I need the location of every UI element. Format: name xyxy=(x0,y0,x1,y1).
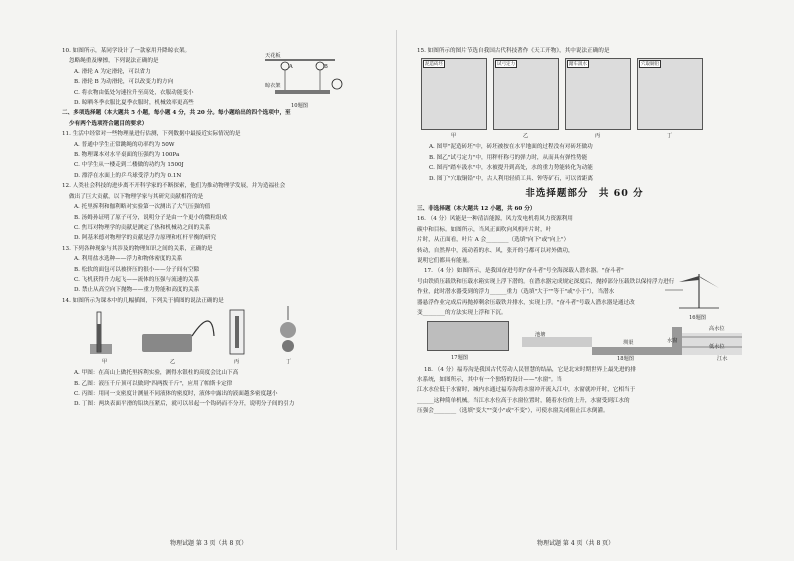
right2-line-4: 说明它们都具有能量。 xyxy=(417,258,473,265)
fig14-label-jia: 甲 xyxy=(102,359,108,366)
right2-line-1: 碳中和目标。如图所示，当风正面吹向风机叶片时，叶 xyxy=(417,226,552,233)
fig15-caption-ding: 丁 xyxy=(667,133,673,140)
left-line-2: A. 滑轮 A 为定滑轮，可以省力 xyxy=(74,68,151,75)
fig15-tag-bing: 踏车汲水 xyxy=(569,62,587,68)
section-heading: 非选择题部分 共 60 分 xyxy=(525,188,644,200)
left2-line-2: C. 丙图：用同一支密度计测量不同液体的密度时，液体中露出的液面越多密度越小 xyxy=(74,390,278,397)
left-footer: 物理试题 第 3 页（共 8 页） xyxy=(170,540,248,547)
figure-10-svg xyxy=(265,52,365,104)
fig10-a-label: A xyxy=(289,64,293,70)
fig15-caption-bing: 丙 xyxy=(595,133,601,140)
left-line-10: B. 物理课本对水平桌面的压强约为 100Pa xyxy=(74,152,180,159)
fig14-label-bing: 丙 xyxy=(234,359,240,366)
right-options-15 xyxy=(417,142,752,184)
section-3-title: 三、非选择题（本大题共 12 小题，共 60 分） xyxy=(417,206,536,213)
pulley-b xyxy=(316,62,324,70)
hydraulic-press xyxy=(142,334,192,352)
left-line-22: C. 飞机获得升力起飞——流体的压强与流速的关系 xyxy=(74,276,200,283)
fig14-label-yi: 乙 xyxy=(170,359,176,366)
pulley-a xyxy=(281,62,289,70)
hand-wheel xyxy=(332,79,342,89)
figure-14-area xyxy=(62,306,383,368)
drying-rack xyxy=(275,90,330,94)
turbine-blade-a xyxy=(679,276,699,282)
left-text-block-2 xyxy=(62,368,383,410)
fig17-caption: 17题图 xyxy=(451,354,468,361)
right-line-2: C. 图丙"踏车汲水"中，水被提升到高处，水的重力势能转化为动能 xyxy=(429,165,593,172)
densimeter xyxy=(235,316,239,348)
left-line-23: D. 禁止从高空向下抛物——重力势能和高度的关系 xyxy=(74,287,200,294)
fig18-label-channel: 圳渠 xyxy=(623,339,634,346)
left-line-3: B. 滑轮 B 为动滑轮，可以改变力的方向 xyxy=(74,79,174,86)
fig15-caption-jia: 甲 xyxy=(451,133,457,140)
right-line-3: D. 图丁"穴取铜铅"中，古人利用轻质工具、钟等矿石，可以省距离 xyxy=(429,175,594,182)
fig15-panel-yi xyxy=(493,58,559,130)
right2-line-5: 17. （4 分）如图所示，是我国奋进号的"奋斗者"号全海深载人潜水器。"奋斗者" xyxy=(424,268,624,275)
fig18-label-low: 低水位 xyxy=(709,343,725,350)
left2-line-1: B. 乙图：液压千斤顶可以做到"四两拨千斤"，应用了帕斯卡定律 xyxy=(74,380,233,387)
left2-line-0: A. 甲图：在高山上做托里拆利实验，测得水银柱的高度会比山下高 xyxy=(74,370,239,377)
right-line-0: A. 图甲"泥造砖坯"中，砖坯被按在水平地面的过程没有对砖坯做功 xyxy=(429,144,593,151)
right3-line-2: 江水水位低于水窗时，城内水通过福寿沟将水窗冲开流入江中，水窗就冲开时，它相当于 xyxy=(417,387,636,394)
left-line-1: 忽略绳重及摩擦，下列说法正确的是 xyxy=(69,58,159,65)
fig18-label-river: 江水 xyxy=(717,355,728,362)
fig15-tag-jia: 泥造砖坯 xyxy=(425,62,443,68)
left-line-14: 做出了巨大贡献，以下物理学家与其研究贡献相符的是 xyxy=(69,193,204,200)
left-line-20: A. 利用盐水选种——浮力和物体密度的关系 xyxy=(74,256,183,263)
fig15-caption-yi: 乙 xyxy=(523,133,529,140)
fig15-tag-yi: 试弓定力 xyxy=(497,62,515,68)
right3-line-3: ______这种简单机械。当江水水位高于水窗位置时，随着水位的上升，水窗受到江水的 xyxy=(417,397,630,404)
left-line-21: B. 松软的面包可以被挤压的很小——分子间有空隙 xyxy=(74,266,200,273)
left-line-5: D. 晾晒冬季衣服比夏季衣服时，机械效率更高些 xyxy=(74,100,194,107)
left-line-15: A. 托里拆利和伽利略对实验第一次测出了大气压强的值 xyxy=(74,204,211,211)
fig17-photo xyxy=(427,321,509,351)
figure-16-svg xyxy=(659,268,739,314)
left-line-17: C. 焦耳对物理学的贡献是测定了热和机械功之间的关系 xyxy=(74,224,211,231)
left-line-11: C. 中学生从一楼走到二楼做的功约为 1500J xyxy=(74,162,184,169)
lead-blocks xyxy=(280,322,296,338)
left-line-13: 12. 人类社会科技的进步离不开科学家的不断探索，他们为推动物理学发展，并为造福社会 xyxy=(62,183,286,190)
right2-line-9: 变________的方法实现上浮和下沉。 xyxy=(417,310,507,317)
right2-line-7: 作业，此时潜水器受到的浮力______重力（选填"大于""等于"或"小于"），当潜水 xyxy=(417,289,615,296)
fig10-b-label: B xyxy=(324,64,328,70)
mercury-column xyxy=(98,324,101,352)
fig10-caption: 10题图 xyxy=(291,103,308,109)
fig10-rack-label: 晾衣架 xyxy=(265,83,281,89)
fig14-label-ding: 丁 xyxy=(286,359,292,366)
left-line-16: B. 汤姆孙证明了原子可分，说明分子是由一个更小的微粒组成 xyxy=(74,214,228,221)
right2-line-8: 器悬浮作业完成后再抛掉剩余压载铁并排水，实现上浮。"奋斗者"号载人潜水器是通过改 xyxy=(417,299,635,306)
left-line-7: 少有两个选项符合题目的要求） xyxy=(69,120,148,127)
fig18-caption: 18题图 xyxy=(617,355,634,362)
fig15-panel-jia xyxy=(421,58,487,130)
right-page xyxy=(397,0,794,561)
fig15-tag-ding: 穴取铜铅 xyxy=(641,62,659,68)
left-line-4: C. 将衣物由低处匀速拉升至高处，衣服动能变小 xyxy=(74,89,194,96)
right3-line-0: 18. （4 分）福寿沟是我国古代劳动人民智慧的结晶，它是北宋时期世界上最先进的排 xyxy=(424,366,636,373)
left-line-18: D. 阿基米德对物理学的贡献是浮力原理和杠杆平衡的研究 xyxy=(74,235,217,242)
right3-line-1: 水系统，如图所示，其中有一个独特的设计——"水窗"。当 xyxy=(417,376,562,383)
turbine-blade-b xyxy=(699,276,719,288)
fig15-panel-bing xyxy=(565,58,631,130)
fig16-caption: 16题图 xyxy=(689,315,706,321)
left-line-24: 14. 如图所示为课本中的几幅插图，下列关于插图的说法正确的是 xyxy=(62,297,224,304)
right-footer: 物理试题 第 4 页（共 8 页） xyxy=(537,540,615,547)
right2-line-3: 转动，自然界中，流动着的水、风，张开的弓都可以对外做功， xyxy=(417,247,574,254)
left-line-8: 11. 生活中经常对一些物理量进行估测，下列数据中最接近实际情况的是 xyxy=(62,131,241,138)
left2-line-3: D. 丁图：两块表面平滑的铅块压紧后，就可以吊起一个钩码而不分开，说明分子间的引力 xyxy=(74,401,295,408)
fig10-ceiling-label: 天花板 xyxy=(265,53,281,59)
fig15-panel-ding xyxy=(637,58,703,130)
figure-10 xyxy=(265,52,365,112)
fig18-label-high: 高水位 xyxy=(709,325,725,332)
left-line-19: 13. 下列各种现象与其涉及的物理知识之间的关系，正确的是 xyxy=(62,245,213,252)
figure-17-18-area xyxy=(417,319,752,365)
right2-line-0: 16. （4 分）风能是一种清洁能源，风力发电机将风力资源利用 xyxy=(417,216,573,223)
right3-line-4: 压强会________（选填"变大""变小"或"不变"），可使水窗关闭阻止江水倒灌。 xyxy=(417,408,609,415)
hanging-weight xyxy=(282,340,294,352)
hydraulic-handle xyxy=(192,321,214,336)
question-15: 15. 如图所示的图片节选自我国古代科技著作《天工开物》，其中说法正确的是 xyxy=(417,48,610,54)
right-line-1: B. 图乙"试弓定力"中，用秤杆称弓的弹力时，从而具有弹性势能 xyxy=(429,154,588,161)
left-line-0: 10. 如图所示，某同学设计了一款家用升降晾衣架。 xyxy=(62,48,191,54)
figure-15 xyxy=(417,58,752,142)
left-line-9: A. 普通中学生正常跳绳的功率约为 50W xyxy=(74,141,175,148)
right2-line-6: 号由铁质压载铁和压载水箱实现上浮下潜的。在潜水器完成规定深度后，抛掉部分压载铁以保持浮力进行 xyxy=(417,278,675,285)
left-line-6: 二、多项选择题（本大题共 5 小题，每小题 4 分，共 20 分。每小题给出的四个选项中，至 xyxy=(62,110,291,117)
right2-line-2: 片时，从正面看，叶片 A 会________（选填"向下"或"向上"） xyxy=(417,237,570,244)
pond xyxy=(522,337,592,347)
fig18-label-pond: 池塘 xyxy=(535,331,546,338)
fig18-label-window: 水窗 xyxy=(667,337,678,344)
figure-16 xyxy=(659,268,739,324)
right-text-18 xyxy=(417,365,752,417)
left-line-12: D. 漂浮在水面上的乒乓球受浮力约为 0.1N xyxy=(74,172,182,179)
